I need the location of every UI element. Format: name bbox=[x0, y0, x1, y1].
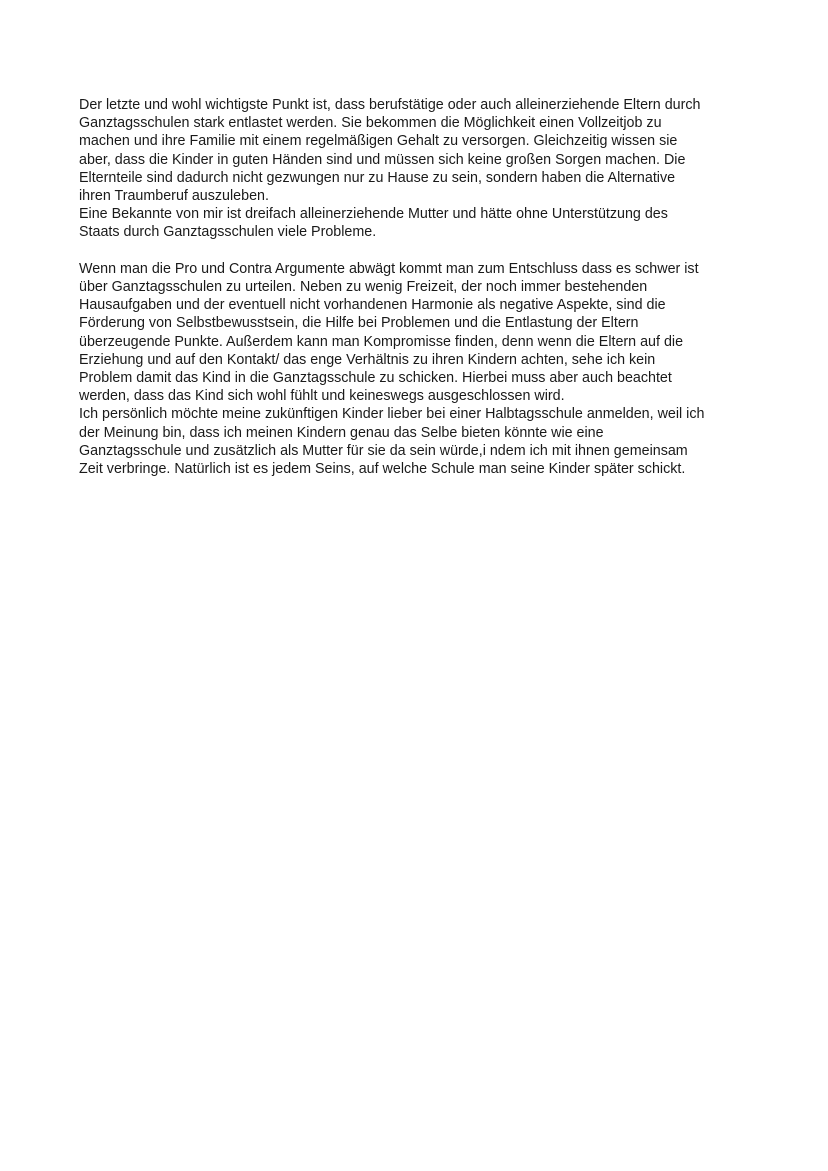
text-line: aber, dass die Kinder in guten Händen sind und müssen sich keine großen Sorgen machen. Die bbox=[79, 151, 686, 168]
paragraph-two bbox=[79, 260, 759, 478]
text-line: Erziehung und auf den Kontakt/ das enge Verhältnis zu ihren Kindern achten, sehe ich kein bbox=[79, 351, 656, 368]
text-line: Problem damit das Kind in die Ganztagsschule zu schicken. Hierbei muss aber auch beachtet bbox=[79, 370, 672, 387]
text-line: über Ganztagsschulen zu urteilen. Neben zu wenig Freizeit, der noch immer bestehenden bbox=[79, 279, 648, 296]
paragraph-one bbox=[79, 96, 759, 242]
text-line: Hausaufgaben und der eventuell nicht vorhandenen Harmonie als negative Aspekte, sind die bbox=[79, 297, 666, 314]
text-line: Staats durch Ganztagsschulen viele Probleme. bbox=[79, 224, 377, 241]
text-line: Elternteile sind dadurch nicht gezwungen nur zu Hause zu sein, sondern haben die Alternative bbox=[79, 169, 676, 186]
text-line: Ganztagsschulen stark entlastet werden. Sie bekommen die Möglichkeit einen Vollzeitjob zu bbox=[79, 115, 662, 132]
paragraph-spacer bbox=[79, 242, 759, 260]
text-line: Wenn man die Pro und Contra Argumente abwägt kommt man zum Entschluss dass es schwer ist bbox=[79, 260, 699, 277]
text-line: Förderung von Selbstbewusstsein, die Hilfe bei Problemen und die Entlastung der Eltern bbox=[79, 315, 639, 332]
text-line: der Meinung bin, dass ich meinen Kindern genau das Selbe bieten könnte wie eine bbox=[79, 424, 604, 441]
text-line: werden, dass das Kind sich wohl fühlt und keineswegs ausgeschlossen wird. bbox=[79, 388, 565, 405]
text-line: überzeugende Punkte. Außerdem kann man Kompromisse finden, denn wenn die Eltern auf die bbox=[79, 333, 684, 350]
text-line: Eine Bekannte von mir ist dreifach alleinerziehende Mutter und hätte ohne Unterstützung des bbox=[79, 206, 668, 223]
text-line: ihren Traumberuf auszuleben. bbox=[79, 188, 269, 205]
document-text bbox=[79, 96, 759, 478]
text-line: Der letzte und wohl wichtigste Punkt ist, dass berufstätige oder auch alleinerziehende Eltern durch bbox=[79, 97, 701, 113]
text-line: Ganztagsschule und zusätzlich als Mutter für sie da sein würde,i ndem ich mit ihnen gemeinsam bbox=[79, 442, 688, 459]
text-line: machen und ihre Familie mit einem regelmäßigen Gehalt zu versorgen. Gleichzeitig wissen sie bbox=[79, 133, 678, 150]
text-line: Zeit verbringe. Natürlich ist es jedem Seins, auf welche Schule man seine Kinder später schickt. bbox=[79, 461, 686, 478]
text-line: Ich persönlich möchte meine zukünftigen Kinder lieber bei einer Halbtagsschule anmelden, weil ich bbox=[79, 406, 705, 423]
